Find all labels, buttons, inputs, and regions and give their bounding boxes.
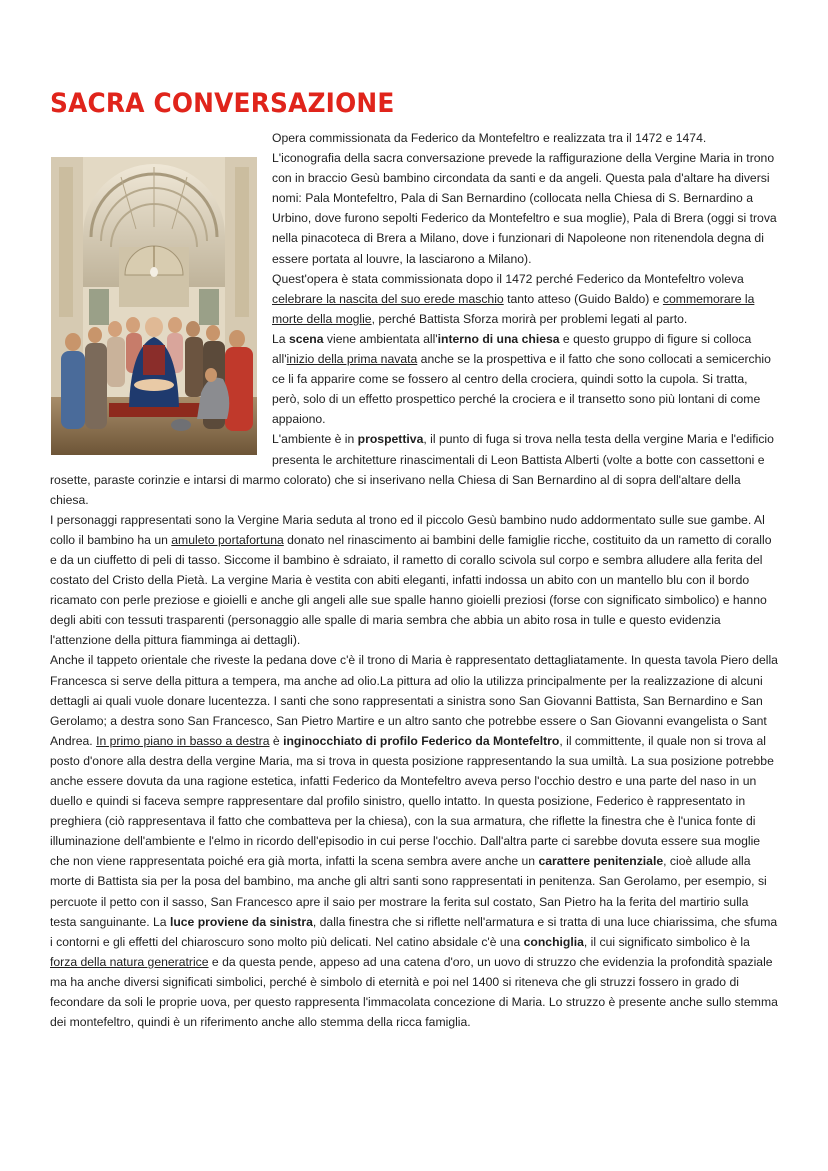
bold-text: interno di una chiesa: [437, 331, 560, 346]
underlined-text: inizio della prima navata: [286, 352, 418, 367]
text-segment: La: [272, 331, 289, 346]
underlined-text: amuleto portafortuna: [171, 532, 284, 547]
text-segment: I personaggi rappresentati sono la Vergine Maria seduta al trono ed il piccolo Gesù bambino nudo addormentato sulle sue gambe. Al collo il bambino ha un: [50, 512, 765, 547]
underlined-text: In primo piano in basso a destra: [96, 733, 270, 748]
text-segment: e questo gruppo di figure si colloca all': [272, 331, 752, 367]
text-segment: donato nel rinascimento ai bambini delle famiglie ricche, costituito da un rametto di corallo e da un ciuffetto di peli di tasso. Siccome il bambino è sdraiato, il rametto di corallo scivola sul corpo e sembra alludere alla ferita del costato del Cristo della Pietà. La vergine Maria è vestita con abiti eleganti, infatti indossa un abito con un mantello blu con il bordo ricamato con perle preziose e gioielli e anche gli angeli alle sue spalle hanno gioielli preziosi (forse con significato simbolico) e hanno degli abiti con tessuti trasparenti (personaggio alle spalle di maria sembra che abbia un abito rosa in tulle e questo evidenzia l'attenzione della pittura fiamminga ai dettagli).: [50, 532, 772, 648]
text-segment: , il punto di fuga si trova nella testa della vergine Maria e l'edificio presenta le architetture rinascimentali di Leon Battista Alberti (volte a botte con cassettoni e rosette, paraste corinzie e intarsi di marmo colorato) che si inserivano nella Chiesa di San Bernardino al di sopra dell'altare della chiesa.: [50, 432, 774, 507]
text-segment: , il cui significato simbolico è la: [583, 934, 750, 949]
paragraph-p5: [50, 510, 778, 651]
text-segment: viene ambientata all': [323, 331, 438, 346]
paragraph-p6: [50, 650, 778, 1032]
bold-text: scena: [288, 331, 324, 346]
text-segment: anche se la prospettiva e il fatto che sono collocati a semicerchio ce li fa apparire come se fossero al centro della crociera, quindi sotto la cupola. Si tratta, però, solo di un effetto prospettico perché la crociera e il transetto sono più lontani di come appaiono.: [272, 352, 771, 427]
bold-text: luce proviene da sinistra: [169, 914, 313, 929]
underlined-text: commemorare la morte della moglie: [272, 291, 755, 326]
text-segment: , perché Battista Sforza morirà per problemi legati al parto.: [371, 311, 688, 326]
painting-svg: [51, 157, 257, 455]
underlined-text: celebrare la nascita del suo erede maschio: [272, 291, 504, 306]
text-segment: , cioè allude alla morte di Battista sia per la posa del bambino, ma anche gli altri santi sono rappresentati in penitenza. San Gerolamo, per esempio, si percuote il petto con il sasso, San Francesco apre il saio per mostrare la ferita sul costato, San Pietro ha la ferita del martirio sulla testa sanguinante. La: [50, 854, 767, 929]
bold-text: inginocchiato di profilo Federico da Montefeltro: [283, 733, 560, 748]
altarpiece-painting-image: [51, 157, 257, 455]
text-segment: Opera commissionata da Federico da Montefeltro e realizzata tra il 1472 e 1474. L'iconografia della sacra conversazione prevede la raffigurazione della Vergine Maria in trono con in braccio Gesù bambino circondata da santi e da angeli. Questa pala d'altare ha diversi nomi: Pala Montefeltro, Pala di San Bernardino (collocata nella Chiesa di S. Bernardino a Urbino, dove furono sepolti Federico da Montefeltro e sua moglie), Pala di Brera (oggi si trova nella pinacoteca di Brera a Milano, dove i funzionari di Napoleone non ritenendola degna di essere portata al louvre, la lasciarono a Milano).: [272, 131, 777, 266]
text-segment: , dalla finestra che si riflette nell'armatura e si tratta di una luce chiarissima, che sfuma i contorni e gli effetti del chiaroscuro sono molto più delicati. Nel catino absidale c'è una: [50, 914, 778, 949]
page-title: SACRA CONVERSAZIONE: [50, 88, 395, 119]
text-segment: è: [269, 733, 284, 748]
text-segment: e da questa pende, appeso ad una catena d'oro, un uovo di struzzo che evidenzia la profondità spaziale ma ha anche diversi significati simbolici, perché è simbolo di eternità e poi nel 1400 si riteneva che gli struzzi fossero in grado di fecondare da soli le proprie uova, per questo rappresenta l'immacolata concezione di Maria. Lo struzzo è presente anche sullo stemma dei montefeltro, quindi è un riferimento anche allo stemma della ricca famiglia.: [50, 954, 778, 1030]
text-segment: Quest'opera è stata commissionata dopo il 1472 perché Federico da Montefeltro voleva: [272, 271, 744, 286]
text-segment: tanto atteso (Guido Baldo) e: [503, 291, 663, 306]
bold-text: prospettiva: [357, 432, 424, 447]
text-segment: Anche il tappeto orientale che riveste la pedana dove c'è il trono di Maria è rappresentato dettagliatamente. In questa tavola Piero della Francesca si serve della pittura a tempera, ma anche ad olio.La pittura ad olio la utilizza principalmente per la realizzazione di alcuni dettagli ai quali vuole donare lucentezza. I santi che sono rappresentati a sinistra sono San Giovanni Battista, San Bernardino e San Gerolamo; a destra sono San Francesco, San Pietro Martire e un altro santo che potrebbe essere o San Giovanni evangelista o Sant Andrea.: [50, 653, 778, 748]
bold-text: carattere penitenziale: [538, 854, 664, 869]
underlined-text: forza della natura generatrice: [50, 954, 209, 969]
bold-text: conchiglia: [523, 934, 584, 949]
text-segment: , il committente, il quale non si trova al posto d'onore alla destra della vergine Maria, ma si trova in questa posizione rappresentando la sua umiltà. La sua posizione potrebbe anche essere dovuta da una ragione estetica, infatti Federico da Montefeltro aveva perso l'occhio destro e una parte del naso in un duello e quindi si faceva sempre rappresentare dal profilo sinistro, quello intatto. In questa posizione, Federico è rappresentato in preghiera (ciò rappresentava il fatto che combatteva per la chiesa), con la sua armatura, che riflette la finestra che è l'unica fonte di illuminazione dell'ambiente e l'elmo in ricordo dell'episodio in cui perse l'occhio. Dall'altra parte ci sarebbe dovuta essere sua moglie che non viene rappresentata poiché era già morta, infatti la scena sembra avere anche un: [50, 733, 774, 869]
text-segment: L'ambiente è in: [272, 432, 358, 447]
